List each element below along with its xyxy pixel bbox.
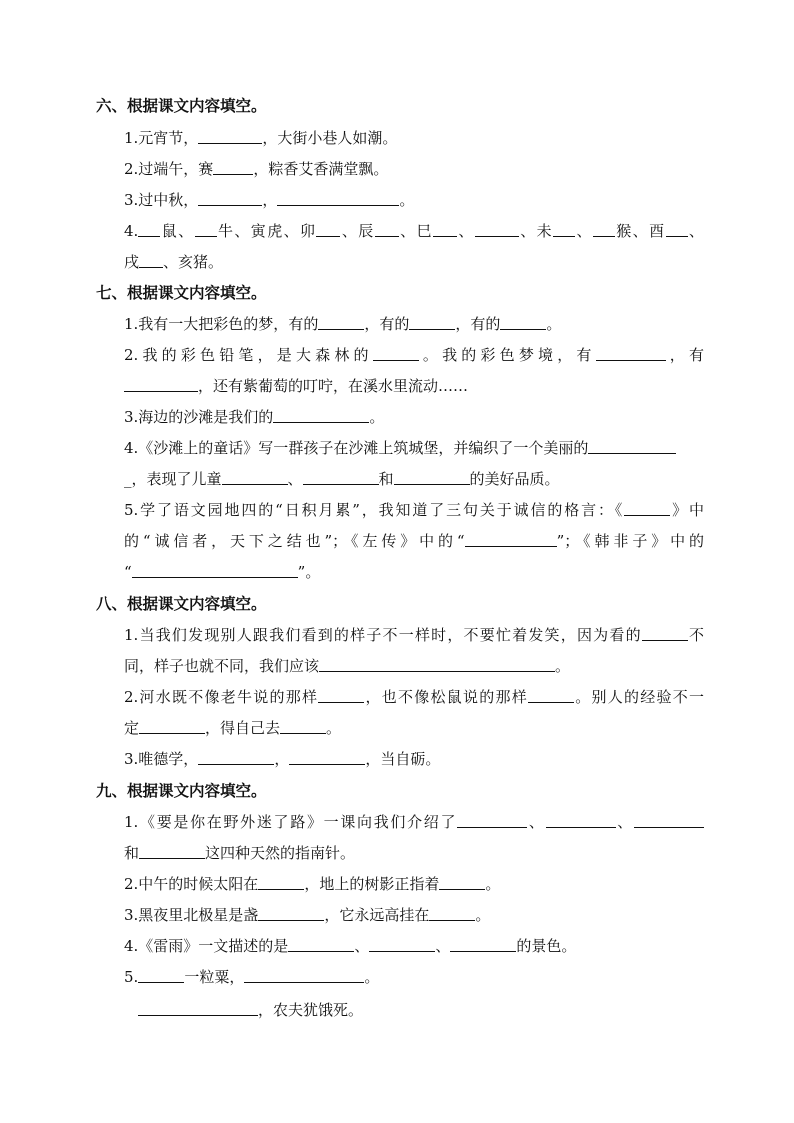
question-line: 5.学了语文园地四的“日积月累”，我知道了三句关于诚信的格言：《 》中 <box>124 501 704 519</box>
answer-blank[interactable] <box>258 906 324 921</box>
answer-blank[interactable] <box>138 968 184 983</box>
question-line: 2.中午的时候太阳在 ，地上的树影正指着 。 <box>124 875 501 893</box>
question-line: 的“诚信者，天下之结也”；《左传》中的“ ”；《韩非子》中的 <box>124 532 704 550</box>
answer-blank[interactable] <box>318 688 364 703</box>
question-line: 4.《雷雨》一文描述的是 、 、 的景色。 <box>124 937 577 955</box>
section-heading: 七、根据课文内容填空。 <box>96 283 267 302</box>
question-line: “ ”。 <box>124 563 321 581</box>
answer-blank[interactable] <box>139 253 163 268</box>
question-line: ，农夫犹饿死。 <box>138 1000 718 1020</box>
answer-blank[interactable] <box>138 1001 258 1016</box>
answer-blank[interactable] <box>375 222 399 237</box>
question-line: 3.过中秋， ， 。 <box>124 191 415 209</box>
answer-blank[interactable] <box>429 906 475 921</box>
answer-blank[interactable] <box>273 408 369 423</box>
question-line: 4.《沙滩上的童话》写一群孩子在沙滩上筑城堡，并编织了一个美丽的 <box>124 438 704 458</box>
section-heading: 八、根据课文内容填空。 <box>96 594 267 613</box>
answer-blank[interactable] <box>132 563 298 578</box>
answer-blank[interactable] <box>277 191 399 206</box>
answer-blank[interactable] <box>528 688 574 703</box>
answer-blank[interactable] <box>288 937 354 952</box>
question-line: 定 ，得自己去 。 <box>124 719 342 737</box>
question-line: 3.唯德学， ， ，当自砺。 <box>124 750 441 768</box>
question-line: 戌 、亥猪。 <box>124 253 224 271</box>
answer-blank[interactable] <box>319 657 555 672</box>
answer-blank[interactable] <box>222 470 288 485</box>
answer-blank[interactable] <box>318 315 364 330</box>
question-line: 1.当我们发现别人跟我们看到的样子不一样时，不要忙着发笑，因为看的 不 <box>124 626 704 644</box>
answer-blank[interactable] <box>642 626 688 641</box>
answer-blank[interactable] <box>138 222 160 237</box>
answer-blank[interactable] <box>213 160 253 175</box>
section-heading: 九、根据课文内容填空。 <box>96 781 267 800</box>
answer-blank[interactable] <box>439 875 485 890</box>
question-line: 1.我有一大把彩色的梦，有的 ，有的 ，有的 。 <box>124 315 562 333</box>
answer-blank[interactable] <box>198 191 262 206</box>
answer-blank[interactable] <box>666 222 688 237</box>
answer-blank[interactable] <box>195 222 217 237</box>
answer-blank[interactable] <box>593 222 615 237</box>
question-line: 1.《要是你在野外迷了路》一课向我们介绍了 、 、 <box>124 812 704 832</box>
answer-blank[interactable] <box>289 750 365 765</box>
answer-blank[interactable] <box>500 315 546 330</box>
answer-blank[interactable] <box>198 129 262 144</box>
answer-blank[interactable] <box>634 813 704 828</box>
question-line: 2.河水既不像老牛说的那样 ，也不像松鼠说的那样 。别人的经验不一 <box>124 688 704 706</box>
question-line: 4. 鼠、 牛、寅虎、卯 、辰 、巳 、 、未 、 猴、酉 、 <box>124 222 704 240</box>
question-line: 2.过端午，赛 ，粽香艾香满堂飘。 <box>124 160 389 178</box>
answer-blank[interactable] <box>303 470 379 485</box>
answer-blank[interactable] <box>450 937 516 952</box>
answer-blank[interactable] <box>465 532 557 547</box>
answer-blank[interactable] <box>624 501 670 516</box>
question-line: 和 这四种天然的指南针。 <box>124 844 356 862</box>
answer-blank[interactable] <box>373 346 419 361</box>
answer-blank[interactable] <box>475 222 519 237</box>
answer-blank[interactable] <box>457 813 527 828</box>
answer-blank[interactable] <box>258 875 304 890</box>
answer-blank[interactable] <box>433 222 457 237</box>
question-line: 1.元宵节， ，大街小巷人如潮。 <box>124 129 398 147</box>
answer-blank[interactable] <box>588 439 676 454</box>
section-heading: 六、根据课文内容填空。 <box>96 96 267 115</box>
question-line: 3.黑夜里北极星是盏 ，它永远高挂在 。 <box>124 906 491 924</box>
question-line: 3.海边的沙滩是我们的 。 <box>124 408 385 426</box>
question-line: 同，样子也就不同，我们应该 。 <box>124 657 571 675</box>
answer-blank[interactable] <box>198 750 274 765</box>
question-line: 2.我的彩色铅笔，是大森林的 。我的彩色梦境，有 ，有 <box>124 346 704 364</box>
answer-blank[interactable] <box>546 813 616 828</box>
question-line: ，还有紫葡萄的叮咛，在溪水里流动…… <box>124 376 704 396</box>
question-line: _，表现了儿童 、 和 的美好品质。 <box>124 470 560 488</box>
answer-blank[interactable] <box>124 377 198 392</box>
answer-blank[interactable] <box>139 719 205 734</box>
answer-blank[interactable] <box>316 222 340 237</box>
answer-blank[interactable] <box>244 968 364 983</box>
answer-blank[interactable] <box>280 719 326 734</box>
answer-blank[interactable] <box>394 470 470 485</box>
answer-blank[interactable] <box>409 315 455 330</box>
answer-blank[interactable] <box>553 222 575 237</box>
answer-blank[interactable] <box>596 346 666 361</box>
answer-blank[interactable] <box>369 937 435 952</box>
answer-blank[interactable] <box>139 844 205 859</box>
question-line: 5. 一粒粟， 。 <box>124 968 380 986</box>
